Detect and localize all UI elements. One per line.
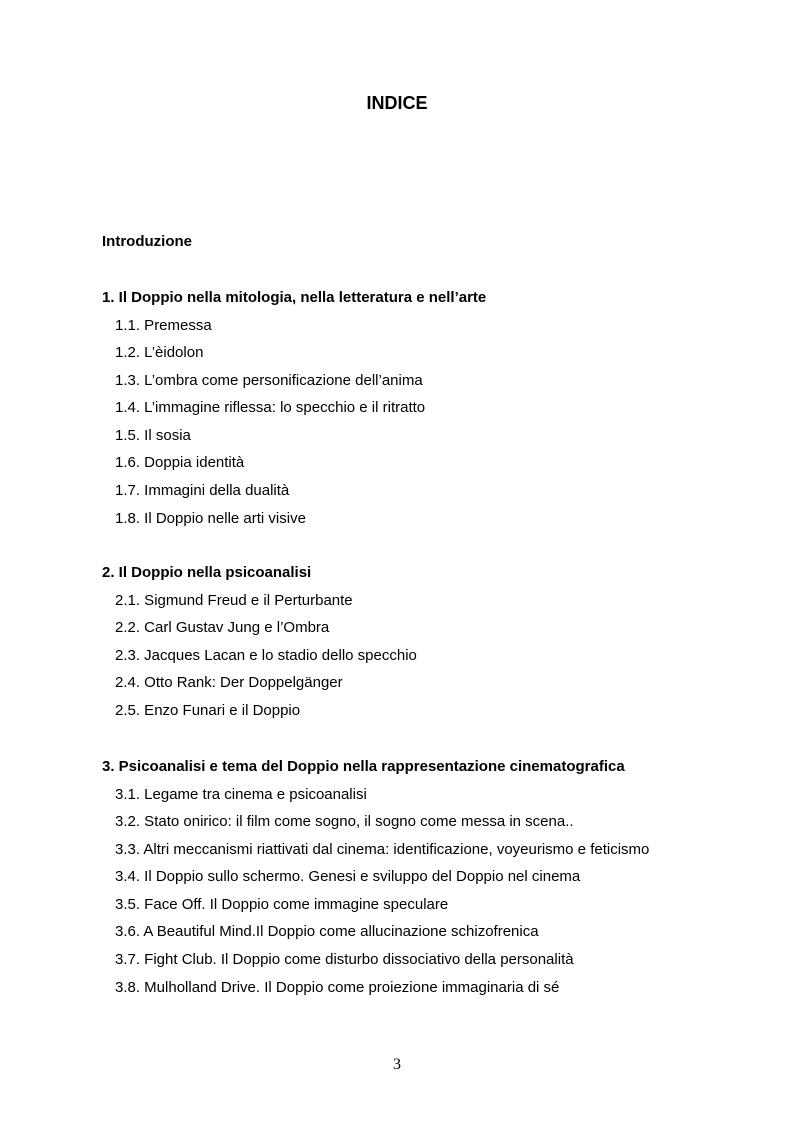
page-number: 3 (393, 1056, 401, 1073)
toc-item: 3.1. Legame tra cinema e psicoanalisi (115, 785, 367, 803)
toc-item: 1.4. L’immagine riflessa: lo specchio e il ritratto (115, 399, 426, 417)
toc-item: 1.6. Doppia identità (115, 454, 245, 472)
toc-chapter-1 (102, 289, 486, 537)
toc-item: 1.2. L’èidolon (115, 344, 204, 362)
toc-item: 2.3. Jacques Lacan e lo stadio dello specchio (115, 646, 417, 664)
toc-item: 3.4. Il Doppio sullo schermo. Genesi e sviluppo del Doppio nel cinema (115, 868, 581, 886)
toc-introduction: Introduzione (102, 233, 192, 250)
toc-item: 2.1. Sigmund Freud e il Perturbante (115, 591, 353, 609)
toc-item: 3.8. Mulholland Drive. Il Doppio come proiezione immaginaria di sé (115, 978, 560, 996)
toc-item: 3.5. Face Off. Il Doppio come immagine speculare (115, 895, 449, 913)
toc-chapter-2 (102, 564, 417, 729)
toc-item: 1.3. L’ombra come personificazione dell’anima (115, 371, 423, 389)
chapter-heading: 3. Psicoanalisi e tema del Doppio nella rappresentazione cinematografica (102, 758, 625, 775)
toc-item: 1.7. Immagini della dualità (115, 482, 290, 500)
toc-item: 1.5. Il sosia (115, 426, 191, 444)
toc-item: 3.6. A Beautiful Mind.Il Doppio come allucinazione schizofrenica (115, 923, 539, 941)
chapter-heading: 2. Il Doppio nella psicoanalisi (102, 564, 312, 581)
toc-item: 1.8. Il Doppio nelle arti visive (115, 509, 306, 527)
toc-item: 3.3. Altri meccanismi riattivati dal cinema: identificazione, voyeurismo e feticismo (115, 840, 650, 858)
toc-item: 3.2. Stato onirico: il film come sogno, il sogno come messa in scena.. (115, 813, 574, 831)
chapter-heading: 1. Il Doppio nella mitologia, nella letteratura e nell’arte (102, 289, 487, 306)
page-title: INDICE (366, 93, 428, 113)
toc-item: 2.4. Otto Rank: Der Doppelgänger (115, 674, 343, 692)
toc-chapter-3 (102, 758, 649, 1006)
toc-item: 3.7. Fight Club. Il Doppio come disturbo dissociativo della personalità (115, 951, 574, 969)
toc-item: 1.1. Premessa (115, 316, 212, 334)
toc-item: 2.2. Carl Gustav Jung e l’Ombra (115, 619, 330, 637)
toc-item: 2.5. Enzo Funari e il Doppio (115, 701, 301, 719)
